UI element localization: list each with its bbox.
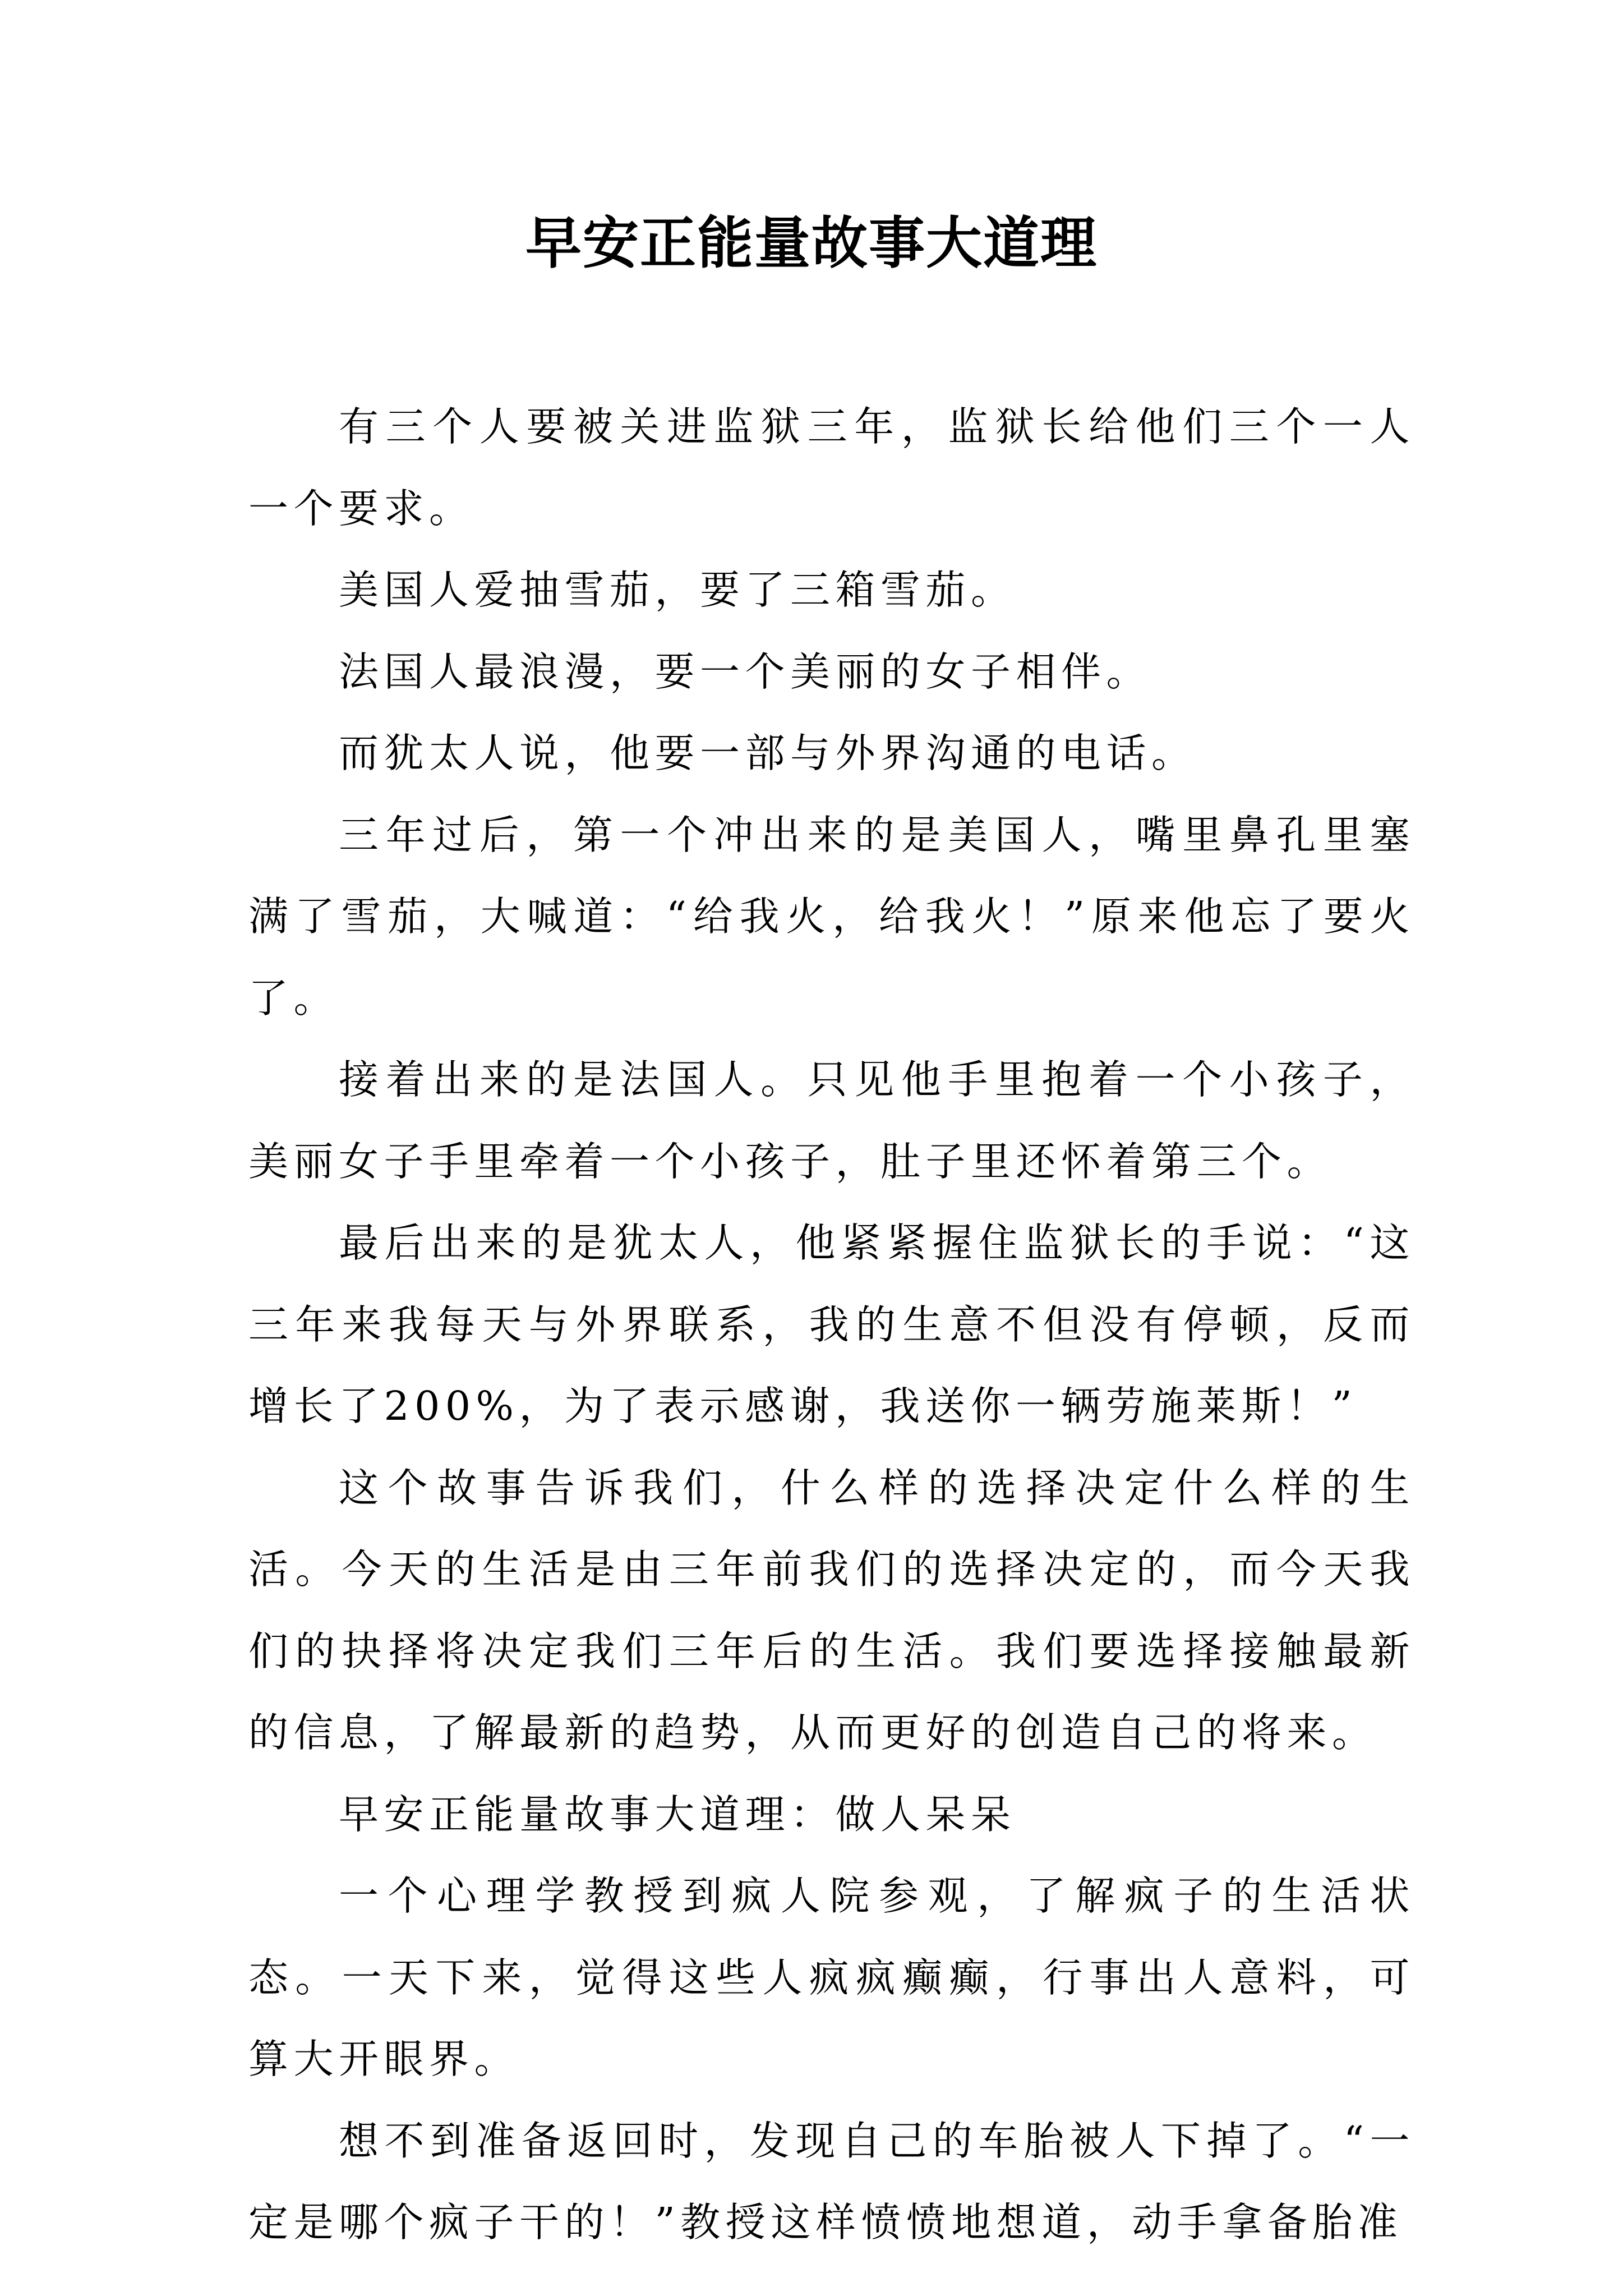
paragraph: 而犹太人说，他要一部与外界沟通的电话。 bbox=[339, 730, 1197, 776]
paragraph: 一个心理学教授到疯人院参观，了解疯子的生活状态。一天下来，觉得这些人疯疯癫癫，行事出人意料，可算大开眼界。 bbox=[248, 1872, 1415, 2082]
paragraph: 接着出来的是法国人。只见他手里抱着一个小孩子，美丽女子手里牵着一个小孩子，肚子里还怀着第三个。 bbox=[248, 1056, 1415, 1185]
section-heading: 早安正能量故事大道理：做人呆呆 bbox=[339, 1791, 1016, 1838]
paragraph: 这个故事告诉我们，什么样的选择决定什么样的生活。今天的生活是由三年前我们的选择决定的，而今天我们的抉择将决定我们三年后的生活。我们要选择接触最新的信息，了解最新的趋势，从而更好的创造自己的将来。 bbox=[248, 1464, 1415, 1756]
paragraph: 美国人爱抽雪茄，要了三箱雪茄。 bbox=[339, 567, 1016, 613]
paragraph: 有三个人要被关进监狱三年，监狱长给他们三个一人一个要求。 bbox=[248, 403, 1415, 532]
document-body bbox=[248, 386, 1415, 2263]
paragraph: 法国人最浪漫，要一个美丽的女子相伴。 bbox=[339, 648, 1152, 695]
paragraph: 想不到准备返回时，发现自己的车胎被人下掉了。“一定是哪个疯子干的！”教授这样愤愤地想道，动手拿备胎准 bbox=[248, 2117, 1415, 2246]
document-title: 早安正能量故事大道理 bbox=[525, 210, 1098, 276]
paragraph: 最后出来的是犹太人，他紧紧握住监狱长的手说：“这三年来我每天与外界联系，我的生意不但没有停顿，反而增长了200%，为了表示感谢，我送你一辆劳施莱斯！” bbox=[248, 1220, 1415, 1429]
paragraph: 三年过后，第一个冲出来的是美国人，嘴里鼻孔里塞满了雪茄，大喊道：“给我火，给我火！”原来他忘了要火了。 bbox=[248, 811, 1415, 1022]
